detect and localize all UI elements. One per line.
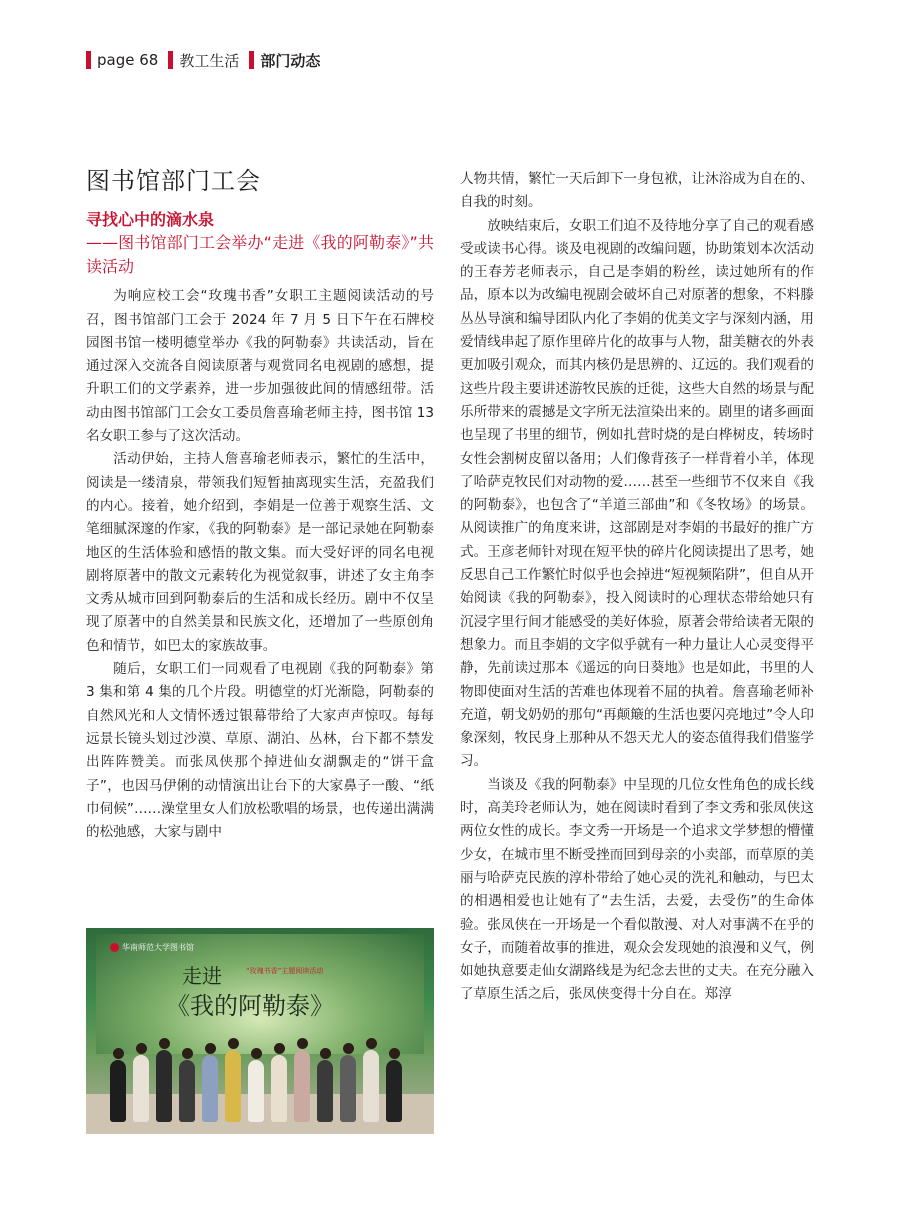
banner-line2: 《我的阿勒泰》 — [166, 992, 334, 1020]
person-head — [343, 1043, 354, 1054]
person-head — [320, 1048, 331, 1059]
person-figure — [340, 1055, 356, 1122]
page-number: page 68 — [97, 51, 159, 69]
library-logo — [110, 942, 194, 953]
header-bar-marker — [249, 51, 254, 69]
section-name: 教工生活 — [179, 51, 240, 70]
person-head — [136, 1043, 147, 1054]
person-figure — [386, 1060, 402, 1122]
banner-line1: 走进 — [182, 964, 222, 988]
person-figure — [317, 1060, 333, 1122]
person-head — [228, 1038, 239, 1049]
person-head — [251, 1048, 262, 1059]
person-head — [366, 1038, 377, 1049]
paragraph: 随后，女职工们一同观看了电视剧《我的阿勒泰》第 3 集和第 4 集的几个片段。明德堂的灯光渐隐，阿勒泰的自然风光和人文情怀透过银幕带给了大家声声惊叹。每每远景长镜头划过沙漠、草原、湖泊、丛林，台下都不禁发出阵阵赞美。而张凤侠那个掉进仙女湖飘走的“饼干盒子”，也因马伊俐的动情演出让台下的大家鼻子一酸、“纸巾伺候”……澡堂里女人们放松歌唱的场景，也传递出满满的松弛感，大家与剧中 — [86, 661, 434, 841]
logo-emblem-icon — [110, 943, 119, 952]
header-bar-marker — [86, 51, 91, 69]
person-figure — [179, 1060, 195, 1122]
person-figure — [202, 1055, 218, 1122]
paragraph: 人物共情，繁忙一天后卸下一身包袱，让沐浴成为自在的、自我的时刻。 — [460, 171, 814, 211]
person-figure — [363, 1050, 379, 1122]
event-photo — [86, 928, 434, 1134]
person-head — [297, 1038, 308, 1049]
paragraph: 活动伊始，主持人詹喜瑜老师表示，繁忙的生活中，阅读是一缕清泉，带领我们短暂抽离现实生活，充盈我们的内心。接着，她介绍到，李娟是一位善于观察生活、文笔细腻深邃的作家，《我的阿勒泰》是一部记录她在阿勒泰地区的生活体验和感悟的散文集。而大受好评的同名电视剧将原著中的散文元素转化为视觉叙事，讲述了女主角李文秀从城市回到阿勒泰后的生活和成长经历。剧中不仅呈现了原著中的自然美景和民族文化，还增加了一些原创角色和情节，如巴太的家族故事。 — [86, 451, 434, 654]
person-figure — [110, 1060, 126, 1122]
person-figure — [133, 1055, 149, 1122]
left-column — [86, 167, 434, 844]
article-subtitle-sub: ——图书馆部门工会举办“走进《我的阿勒泰》”共读活动 — [86, 233, 434, 277]
person-head — [182, 1048, 193, 1059]
paragraph: 放映结束后，女职工们迫不及待地分享了自己的观看感受或读书心得。谈及电视剧的改编问题，协助策划本次活动的王春芳老师表示，自己是李娟的粉丝，读过她所有的作品，原本以为改编电视剧会破坏自己对原著的想象，不料滕丛丛导演和编导团队内化了李娟的优美文字与深刻内涵，用爱情线串起了原作里碎片化的故事与人物，甜美糖衣的外表更加吸引观众，而其内核仍是思辨的、辽远的。我们观看的这些片段主要讲述游牧民族的迁徙，这些大自然的场景与配乐所带来的震撼是文字所无法渲染出来的。剧里的诸多画面也呈现了书里的细节，例如扎营时烧的是白桦树皮，转场时女性会割树皮留以备用；人们像背孩子一样背着小羊，体现了哈萨克牧民们对动物的爱……甚至一些细节不仅来自《我的阿勒泰》，也包含了“羊道三部曲”和《冬牧场》的场景。从阅读推广的角度来讲，这部剧是对李娟的书最好的推广方式。王彦老师针对现在短平快的碎片化阅读提出了思考，她反思自己工作繁忙时似乎也会掉进“短视频陷阱”，但自从开始阅读《我的阿勒泰》，投入阅读时的心理状态带给她只有沉浸字里行间才能感受的美好体验，原著会带给读者无限的想象力。而且李娟的文字似乎就有一种力量让人心灵变得平静，先前读过那本《遥远的向日葵地》也是如此，书里的人物即使面对生活的苦难也体现着不屈的执着。詹喜瑜老师补充道，朝戈奶奶的那句“再颠簸的生活也要闪亮地过”令人印象深刻，牧民身上那种从不怨天尤人的姿态值得我们借鉴学习。 — [460, 217, 814, 770]
person-figure — [156, 1050, 172, 1122]
logo-text: 华南师范大学图书馆 — [122, 943, 194, 952]
column-name: 部门动态 — [260, 51, 321, 70]
person-head — [159, 1038, 170, 1049]
person-figure — [225, 1050, 241, 1122]
header-bar-marker — [168, 51, 173, 69]
person-head — [205, 1043, 216, 1054]
person-head — [113, 1048, 124, 1059]
person-figure — [248, 1060, 264, 1122]
person-figure — [294, 1050, 310, 1122]
article-subtitle-main: 寻找心中的滴水泉 — [86, 210, 215, 230]
article-title: 图书馆部门工会 — [86, 167, 261, 195]
photo-banner — [96, 934, 424, 1054]
paragraph: 当谈及《我的阿勒泰》中呈现的几位女性角色的成长线时，高美玲老师认为，她在阅读时看到了李文秀和张凤侠这两位女性的成长。李文秀一开场是一个追求文学梦想的懵懂少女，在城市里不断受挫而回到母亲的小卖部，而草原的美丽与哈萨克民族的淳朴带给了她心灵的洗礼和触动，与巴太的相遇相爱也让她有了“去生活，去爱，去受伤”的生命体验。张凤侠在一开场是一个看似散漫、对人对事满不在乎的女子，而随着故事的推进，观众会发现她的浪漫和义气，例如她执意要走仙女湖路线是为纪念去世的丈夫。在充分融入了草原生活之后，张凤侠变得十分自在。郑淳 — [460, 776, 814, 1003]
person-figure — [271, 1055, 287, 1122]
person-head — [274, 1043, 285, 1054]
right-column — [460, 168, 814, 1007]
page-header — [86, 48, 330, 72]
banner-tag: “玫瑰书香”主题阅读活动 — [246, 967, 324, 975]
paragraph: 为响应校工会“玫瑰书香”女职工主题阅读活动的号召，图书馆部门工会于 2024 年 7 月 5 日下午在石牌校园图书馆一楼明德堂举办《我的阿勒泰》共读活动，旨在通过深入交流各自阅读原著与观赏同名电视剧的感想，提升职工们的文学素养，进一步加强彼此间的情感纽带。活动由图书馆部门工会女工委员詹喜瑜老师主持，图书馆 13 名女职工参与了这次活动。 — [86, 288, 434, 445]
person-head — [389, 1048, 400, 1059]
